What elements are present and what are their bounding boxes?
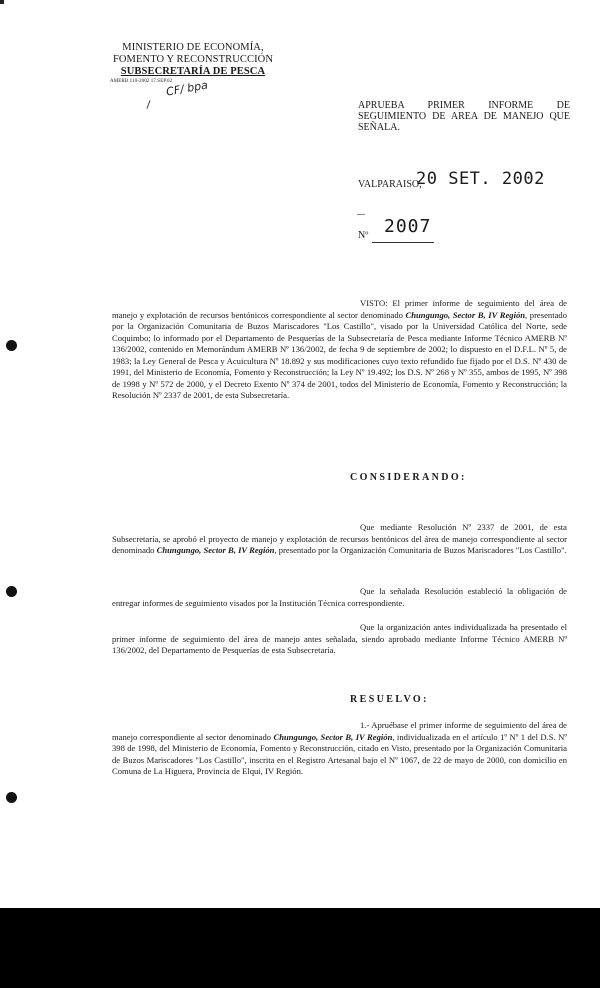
subject-block bbox=[358, 100, 570, 133]
scan-bottom-border bbox=[0, 908, 600, 988]
visto-paragraph bbox=[112, 298, 567, 402]
considerando-paragraph-2 bbox=[112, 586, 567, 609]
subject-line-2: SEGUIMIENTO DE AREA DE MANEJO QUE bbox=[358, 111, 570, 122]
number-label: Nº bbox=[358, 230, 369, 241]
considerando-1-sector: Chungungo, Sector B, IV Región bbox=[156, 545, 275, 555]
date-label: VALPARAISO, bbox=[358, 179, 422, 190]
considerando-title: CONSIDERANDO: bbox=[350, 472, 467, 483]
resolution-number: 2007 bbox=[384, 216, 432, 237]
considerando-paragraph-3 bbox=[112, 622, 567, 657]
letterhead-reference: AMERB 110-2002 17.SEP.02 bbox=[110, 79, 173, 84]
punch-hole-middle bbox=[6, 586, 17, 597]
considerando-paragraph-1 bbox=[112, 522, 567, 557]
letterhead-subsecretaria: SUBSECRETARÍA DE PESCA bbox=[120, 66, 266, 77]
punch-hole-top bbox=[6, 340, 17, 351]
number-dash bbox=[357, 214, 365, 215]
pen-tick-mark bbox=[146, 100, 150, 109]
resuelvo-paragraph-1 bbox=[112, 720, 567, 778]
visto-text-2: , presentado por la Organización Comunitaria de Buzos Mariscadores "Los Castillo", visado por la Universidad Católica del Norte, sede Coquimbo; lo informado por el Departamento de Pesquerías de la Subsecretaría de Pesca mediante Informe Técnico AMERB Nº 136/2002, contenido en Memorándum AMERB Nº 136/2002, de fecha 9 de septiembre de 2002; lo dispuesto en el D.F.L. Nº 5, de 1983; la Ley General de Pesca y Acuicultura Nº 18.892 y sus modificaciones cuyo texto refundido fue fijado por el D.S. Nº 430 de 1991, del Ministerio de Economía, Fomento y Reconstrucción; la Ley Nº 19.492; los D.S. Nº 268 y Nº 355, ambos de 1995, Nº 398 de 1998 y Nº 572 de 2000, y el Decreto Exento Nº 374 de 2001, todos del Ministerio de Economía, Fomento y Reconstrucción; la Resolución Nº 2337 de 2001, de esta Subsecretaría. bbox=[112, 309, 567, 400]
considerando-2-text: obligación de entregar informes de seguimiento visados por la Institución Técnica correspondiente. bbox=[112, 586, 567, 608]
resuelvo-title: RESUELVO: bbox=[350, 694, 429, 705]
visto-sector: Chungungo, Sector B, IV Región bbox=[405, 309, 526, 320]
resuelvo-1-sector: Chungungo, Sector B, IV Región bbox=[273, 731, 393, 742]
handwritten-initials: CF/ bpa bbox=[165, 78, 209, 99]
scan-corner-mark bbox=[0, 0, 4, 4]
visto-text-1: de manejo y explotación de recursos bentónicos correspondiente al sector denominado bbox=[112, 298, 567, 320]
resuelvo-1-text-1: del área de manejo correspondiente al sector denominado bbox=[112, 720, 567, 742]
number-underline bbox=[372, 242, 434, 243]
date-stamp: 20 SET. 2002 bbox=[416, 169, 545, 189]
considerando-3-lead: Que la organización antes individualizada ha bbox=[360, 622, 518, 632]
considerando-2-lead: Que la señalada Resolución estableció la bbox=[360, 586, 514, 596]
letterhead bbox=[108, 42, 278, 85]
subject-line-3: SEÑALA. bbox=[358, 122, 400, 133]
letterhead-ministry-2: FOMENTO Y RECONSTRUCCIÓN bbox=[112, 54, 274, 65]
letterhead-ministry: MINISTERIO DE ECONOMÍA, bbox=[122, 42, 264, 53]
considerando-1-lead: Que mediante Resolución Nº 2337 de 2001, de bbox=[360, 522, 548, 532]
subject-line-1: APRUEBA PRIMER INFORME DE bbox=[358, 100, 570, 111]
considerando-1-text-1: esta Subsecretaría, se aprobó el proyecto de manejo y explotación de recursos bentónicos del área de manejo correspondiente al sector denominado bbox=[112, 522, 568, 555]
resuelvo-1-lead: 1.- Apruébase el primer informe de seguimiento bbox=[360, 720, 527, 730]
punch-hole-bottom bbox=[6, 792, 17, 803]
visto-lead: VISTO: El primer informe de seguimiento del área bbox=[360, 298, 555, 308]
resuelvo-1-text-2: , individualizada en el artículo 1º Nº 1 del D.S. Nº 398 de 1998, del Ministerio de Economía, Fomento y Reconstrucción, citado en Visto, presentado por la Organización Comunitaria de Buzos Mariscadores "Los Castillo", inscrita en el Registro Artesanal bajo el Nº 1067, de 22 de mayo de 2000, con domicilio en Comuna de La Higuera, Provincia de Elqui, IV Región. bbox=[112, 731, 567, 776]
considerando-1-text-2: , presentado por la Organización Comunitaria de Buzos Mariscadores "Los Castillo". bbox=[274, 545, 567, 555]
considerando-3-text: presentado el primer informe de seguimiento del área de manejo antes señalada, siendo aprobado mediante Informe Técnico AMERB Nº 136/2002, del Departamento de Pesquerías de esta Subsecretaría. bbox=[112, 622, 567, 655]
